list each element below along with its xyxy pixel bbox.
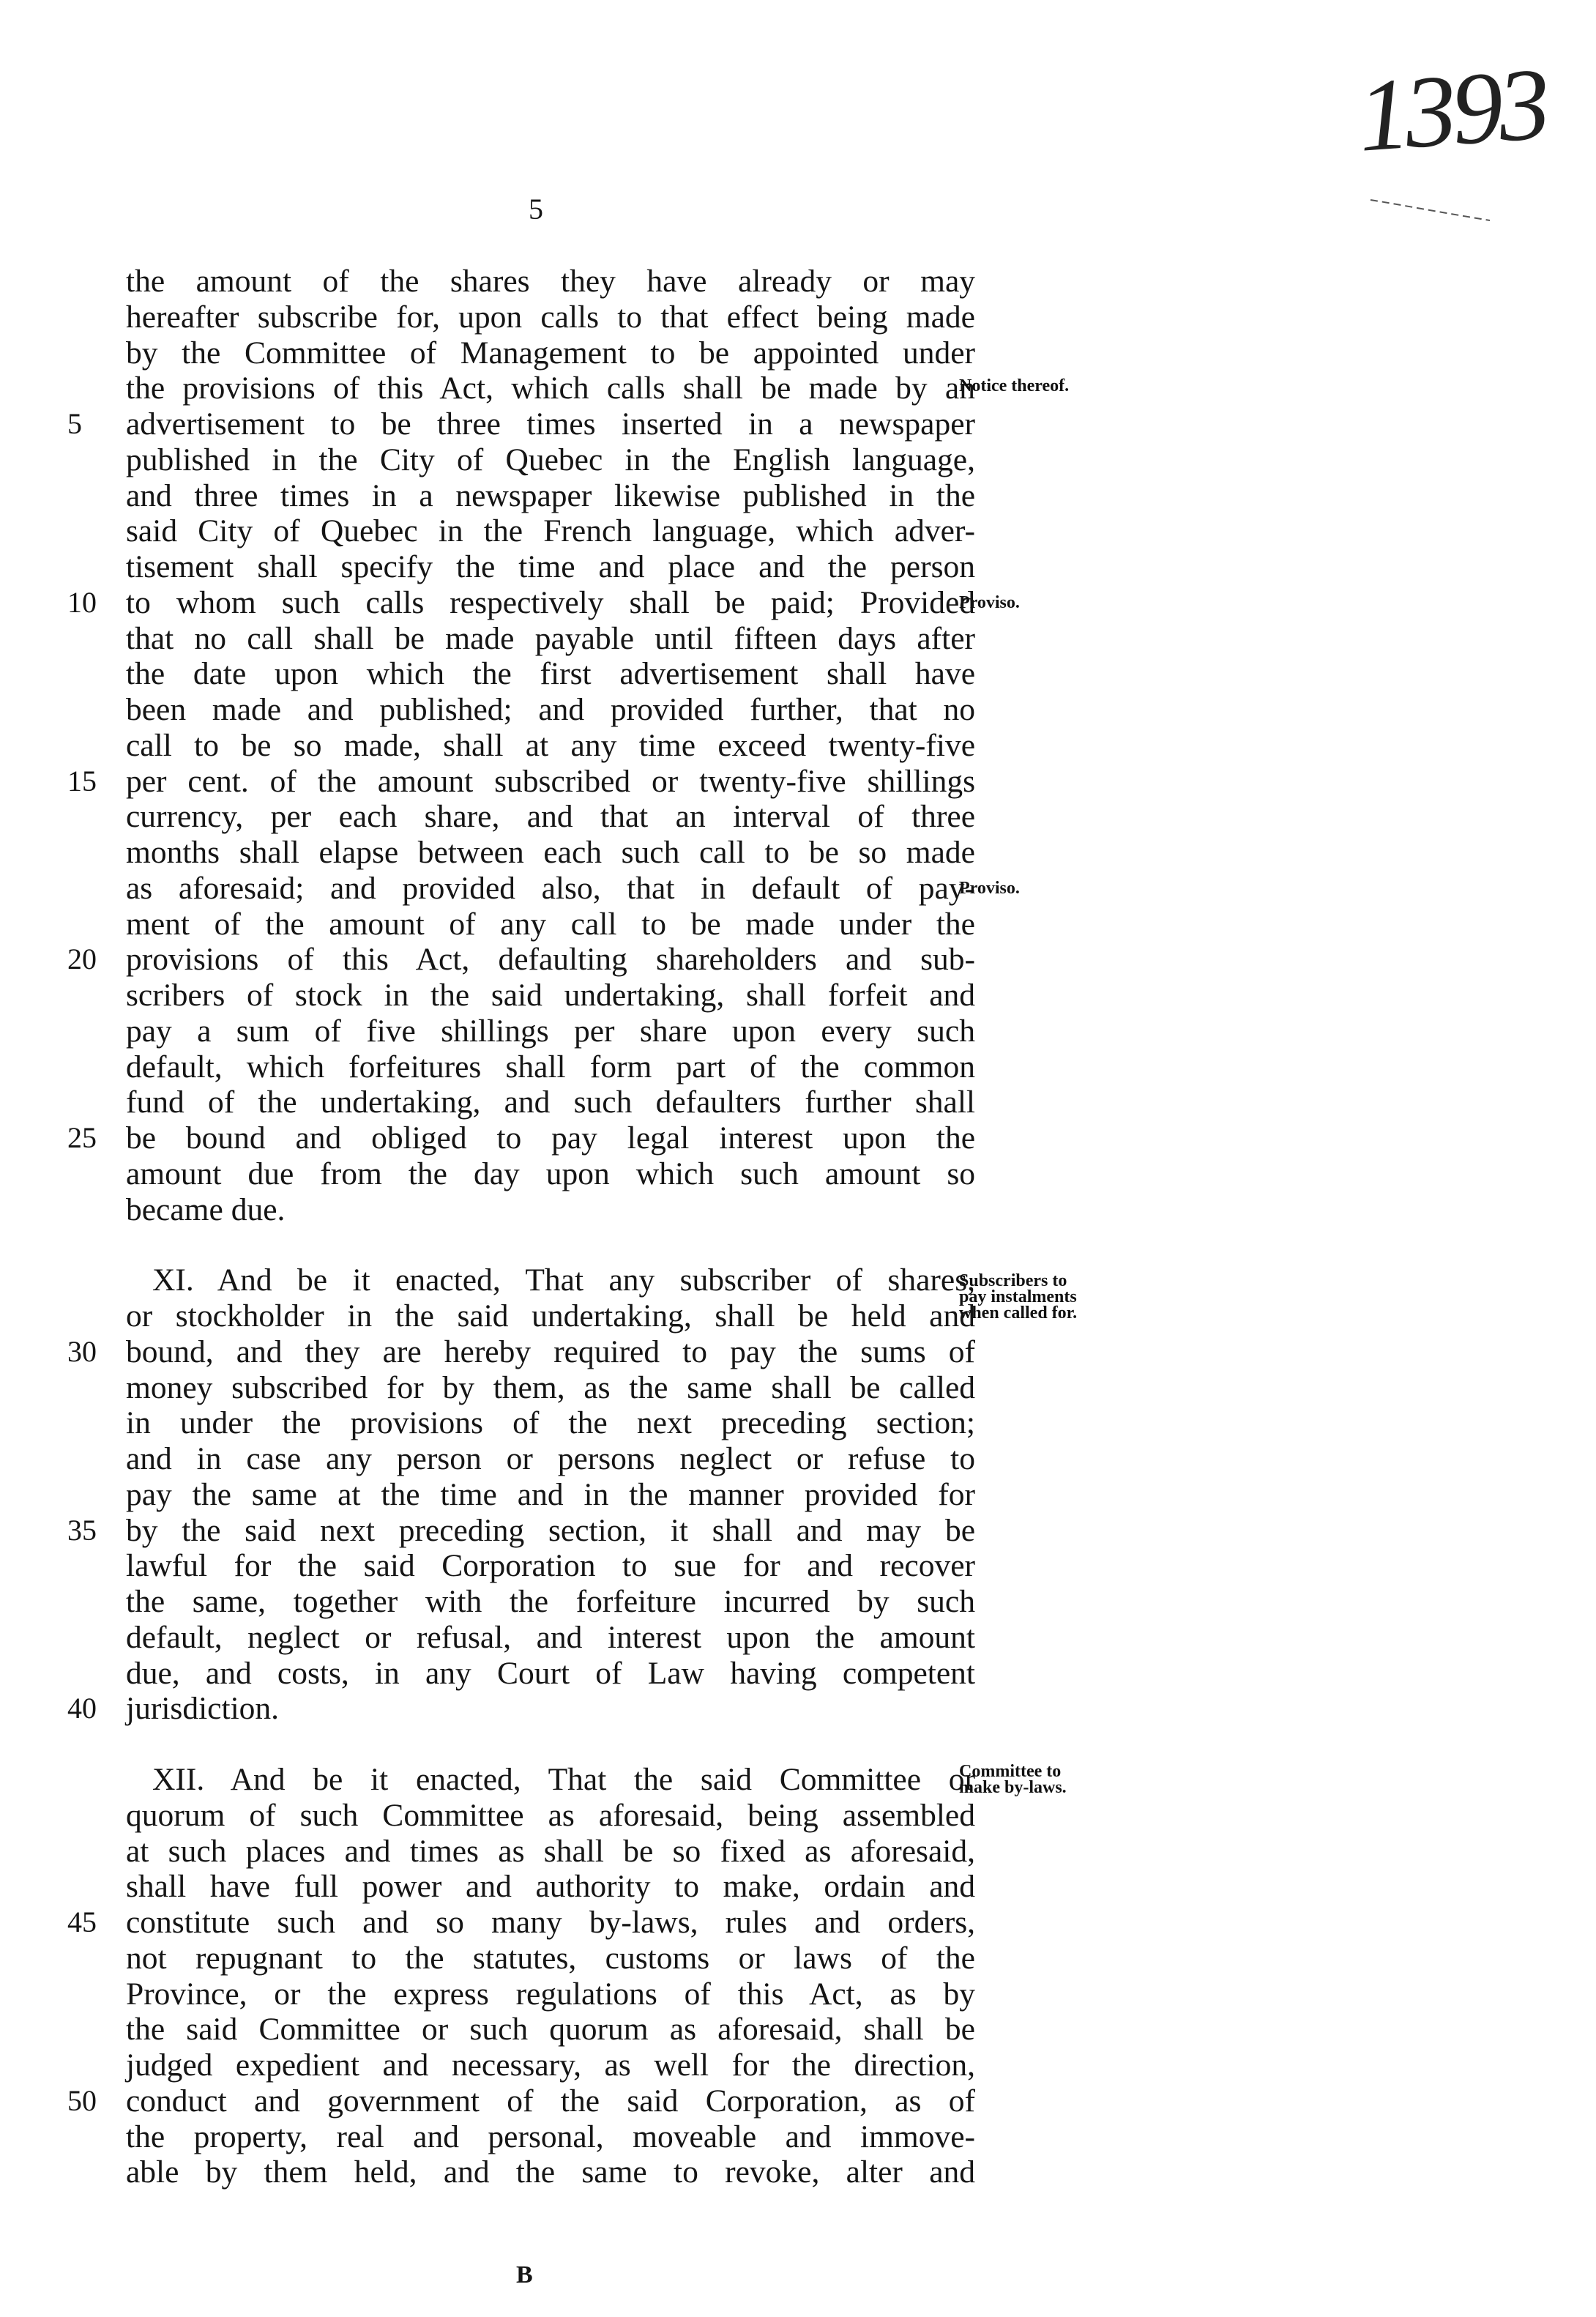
margin-note-notice: Notice thereof. <box>959 376 1070 395</box>
text-line: 30 bound, and they are hereby required to pay the sums of <box>67 1334 975 1369</box>
text-line: months shall elapse between each such call to be so made <box>126 835 975 870</box>
text-line: fund of the undertaking, and such defaulters further shall <box>126 1085 975 1120</box>
line-number: 30 <box>67 1334 97 1368</box>
text-line: the same, together with the forfeiture incurred by such <box>126 1584 975 1619</box>
text-line: tisement shall specify the time and place and the person <box>126 549 975 584</box>
text-line: said City of Quebec in the French language, which adver- <box>126 513 975 549</box>
text-line: judged expedient and necessary, as well for the direction, <box>126 2048 975 2083</box>
margin-note-proviso: Proviso. <box>959 593 1020 612</box>
page-number: 5 <box>529 193 543 226</box>
signature-mark: B <box>516 2261 533 2288</box>
line-number: 10 <box>67 585 97 619</box>
line-number: 35 <box>67 1513 97 1547</box>
text-line: 20 provisions of this Act, defaulting shareholders and sub- <box>67 942 975 978</box>
ink-mark-icon <box>1369 194 1494 223</box>
text-line: money subscribed for by them, as the same shall be called <box>126 1369 975 1405</box>
text-line: currency, per each share, and that an interval of three <box>126 799 975 835</box>
section-xii-heading-line: XII. And be it enacted, That the said Committee or <box>152 1762 975 1797</box>
statute-text <box>67 264 975 2190</box>
text-line: the date upon which the first advertisement shall have <box>126 656 975 692</box>
text-line: 25 be bound and obliged to pay legal interest upon the <box>67 1120 975 1156</box>
text-line: Province, or the express regulations of this Act, as by <box>126 1976 975 2012</box>
text-line: 35 by the said next preceding section, it shall and may be <box>67 1512 975 1548</box>
text-line: call to be so made, shall at any time exceed twenty-five <box>126 727 975 763</box>
text-line: 15 per cent. of the amount subscribed or twenty-five shillings <box>67 763 975 799</box>
line-number: 20 <box>67 942 97 976</box>
text-line: default, which forfeitures shall form part of the common <box>126 1049 975 1085</box>
text-line: published in the City of Quebec in the English language, <box>126 442 975 477</box>
text-line: at such places and times as shall be so fixed as aforesaid, <box>126 1833 975 1869</box>
text-line: or stockholder in the said undertaking, shall be held and <box>126 1298 975 1334</box>
text-line: 50 conduct and government of the said Corporation, as of <box>67 2083 975 2119</box>
text-line: became due. <box>126 1191 286 1227</box>
margin-note-subscribers: Subscribers to pay instalments when called for. <box>959 1271 1078 1323</box>
line-number: 40 <box>67 1692 97 1725</box>
text-line: pay a sum of five shillings per share upon every such <box>126 1013 975 1049</box>
text-line: the provisions of this Act, which calls shall be made by an <box>126 371 975 406</box>
text-line: able by them held, and the same to revoke, alter and <box>126 2154 975 2190</box>
text-line: quorum of such Committee as aforesaid, being assembled <box>126 1797 975 1833</box>
text-line: pay the same at the time and in the manner provided for <box>126 1476 975 1512</box>
line-number: 25 <box>67 1121 97 1154</box>
text-line: hereafter subscribe for, upon calls to that effect being made <box>126 299 975 335</box>
handwritten-archive-number: 1393 <box>1354 47 1550 174</box>
text-line: the said Committee or such quorum as aforesaid, shall be <box>126 2012 975 2048</box>
text-line: and three times in a newspaper likewise published in the <box>126 477 975 513</box>
text-line: lawful for the said Corporation to sue for and recover <box>126 1548 975 1584</box>
text-line: ment of the amount of any call to be made under the <box>126 906 975 942</box>
margin-note-proviso: Proviso. <box>959 879 1020 898</box>
text-line: 45 constitute such and so many by-laws, rules and orders, <box>67 1905 975 1940</box>
line-number: 50 <box>67 2083 97 2117</box>
text-line: 10 to whom such calls respectively shall be paid; Provided <box>67 584 975 620</box>
text-line: in under the provisions of the next preceding section; <box>126 1405 975 1441</box>
text-line: shall have full power and authority to make, ordain and <box>126 1869 975 1905</box>
section-xi-heading-line: XI. And be it enacted, That any subscriber of shares, <box>152 1262 975 1298</box>
text-line: due, and costs, in any Court of Law having competent <box>126 1655 975 1691</box>
text-line: as aforesaid; and provided also, that in default of pay- <box>126 870 975 906</box>
text-line: and in case any person or persons neglect or refuse to <box>126 1441 975 1476</box>
text-line: the property, real and personal, moveable and immove- <box>126 2119 975 2154</box>
line-number: 5 <box>67 407 82 440</box>
text-line: default, neglect or refusal, and interest upon the amount <box>126 1619 975 1655</box>
text-line: not repugnant to the statutes, customs or laws of the <box>126 1940 975 1976</box>
text-line: 40 jurisdiction. <box>67 1691 280 1727</box>
text-line: scribers of stock in the said undertaking, shall forfeit and <box>126 978 975 1013</box>
margin-note-committee: Committee to make by-laws. <box>959 1762 1067 1797</box>
text-line: amount due from the day upon which such amount so <box>126 1156 975 1191</box>
line-number: 15 <box>67 764 97 797</box>
line-number: 45 <box>67 1905 97 1938</box>
text-line: been made and published; and provided further, that no <box>126 692 975 727</box>
text-line: 5 advertisement to be three times inserted in a newspaper <box>67 406 975 442</box>
text-line: that no call shall be made payable until fifteen days after <box>126 620 975 656</box>
text-line: by the Committee of Management to be appointed under <box>126 335 975 371</box>
text-line: the amount of the shares they have already or may <box>126 264 975 299</box>
